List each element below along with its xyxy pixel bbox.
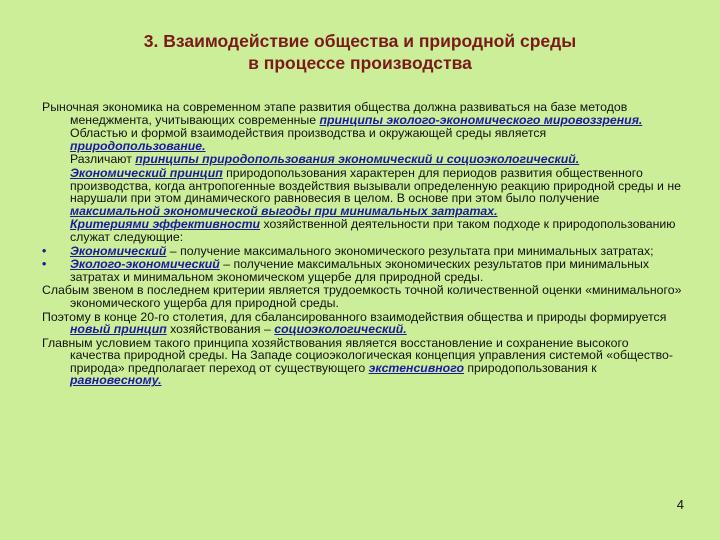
emphasis-text: экстенсивного (368, 360, 464, 375)
text-run: Поэтому в конце 20-го столетия, для сбалансированного взаимодействия общества и природы формируется (42, 309, 667, 324)
bullet-eco-economic (42, 258, 682, 283)
emphasis-text: Экономический (70, 243, 167, 258)
emphasis-text: максимальной экономической выгоды при минимальных затратах. (70, 203, 498, 218)
paragraph-new-principle (42, 311, 682, 336)
title-line-2: в процессе производства (248, 53, 472, 73)
paragraph-weak-link: Слабым звеном в последнем критерии является трудоемкость точной количественной оценки «минимального» экономического ущерба для природной среды. (42, 283, 682, 310)
text-run: природопользования характерен для периодов развития общественного производства, когда антропогенные воздействия вызывали определенную реакцию природной среды и не нарушали при этом динамического равновесия в целом. В основе при этом было получение (70, 165, 681, 206)
text-run: хозяйственной деятельности при таком подходе к природопользованию служат следующие: (70, 217, 676, 244)
paragraph-criteria (42, 218, 682, 243)
emphasis-text: Критериями эффективности (70, 217, 261, 232)
text-run: Рыночная экономика на современном этапе развития общества должна развиваться на базе методов менеджмента, учитывающих современные (42, 100, 628, 127)
text-run: природопользования к (463, 360, 597, 375)
title-line-1: 3. Взаимодействие общества и природной среды (143, 31, 577, 51)
text-run: – получение максимальных экономических результатов при минимальных затратах и минимальном экономическом ущербе для природной среды. (70, 257, 650, 284)
text-run: хозяйствования – (166, 322, 275, 337)
text-run: Главным условием такого принципа хозяйствования является восстановление и сохранение высокого качества природной среды. На Западе социоэкологическая концепция управления системой «общество-природа» предполагает переход от существующего (42, 335, 673, 375)
paragraph-principles (42, 153, 682, 166)
emphasis-text: равновесному. (70, 373, 162, 388)
paragraph-economic-principle (42, 167, 682, 217)
bullet-icon: • (42, 257, 47, 272)
bullet-icon: • (42, 243, 47, 258)
emphasis-text: Экономический принцип (70, 165, 223, 180)
emphasis-text: принципы эколого-экономического мировоззрения. (319, 112, 643, 127)
paragraph-nature-use (42, 127, 682, 152)
text-run: Областью и формой взаимодействия производства и окружающей среды является (70, 126, 547, 141)
paragraph-market-economy (42, 101, 682, 126)
slide-body (42, 101, 682, 388)
emphasis-text: Эколого-экономический (70, 257, 220, 272)
paragraph-main-condition (42, 337, 682, 387)
bullet-economic (42, 245, 682, 258)
emphasis-text: новый принцип (70, 322, 167, 337)
slide-title (60, 30, 660, 74)
emphasis-text: принципы природопользования экономический и социоэкологический. (135, 152, 580, 167)
emphasis-text: социоэкологический. (274, 322, 407, 337)
emphasis-text: природопользование. (70, 138, 206, 153)
text-run: Различают (70, 152, 136, 167)
page-number: 4 (676, 497, 684, 512)
text-run: – получение максимального экономического результата при минимальных затратах; (166, 243, 654, 258)
